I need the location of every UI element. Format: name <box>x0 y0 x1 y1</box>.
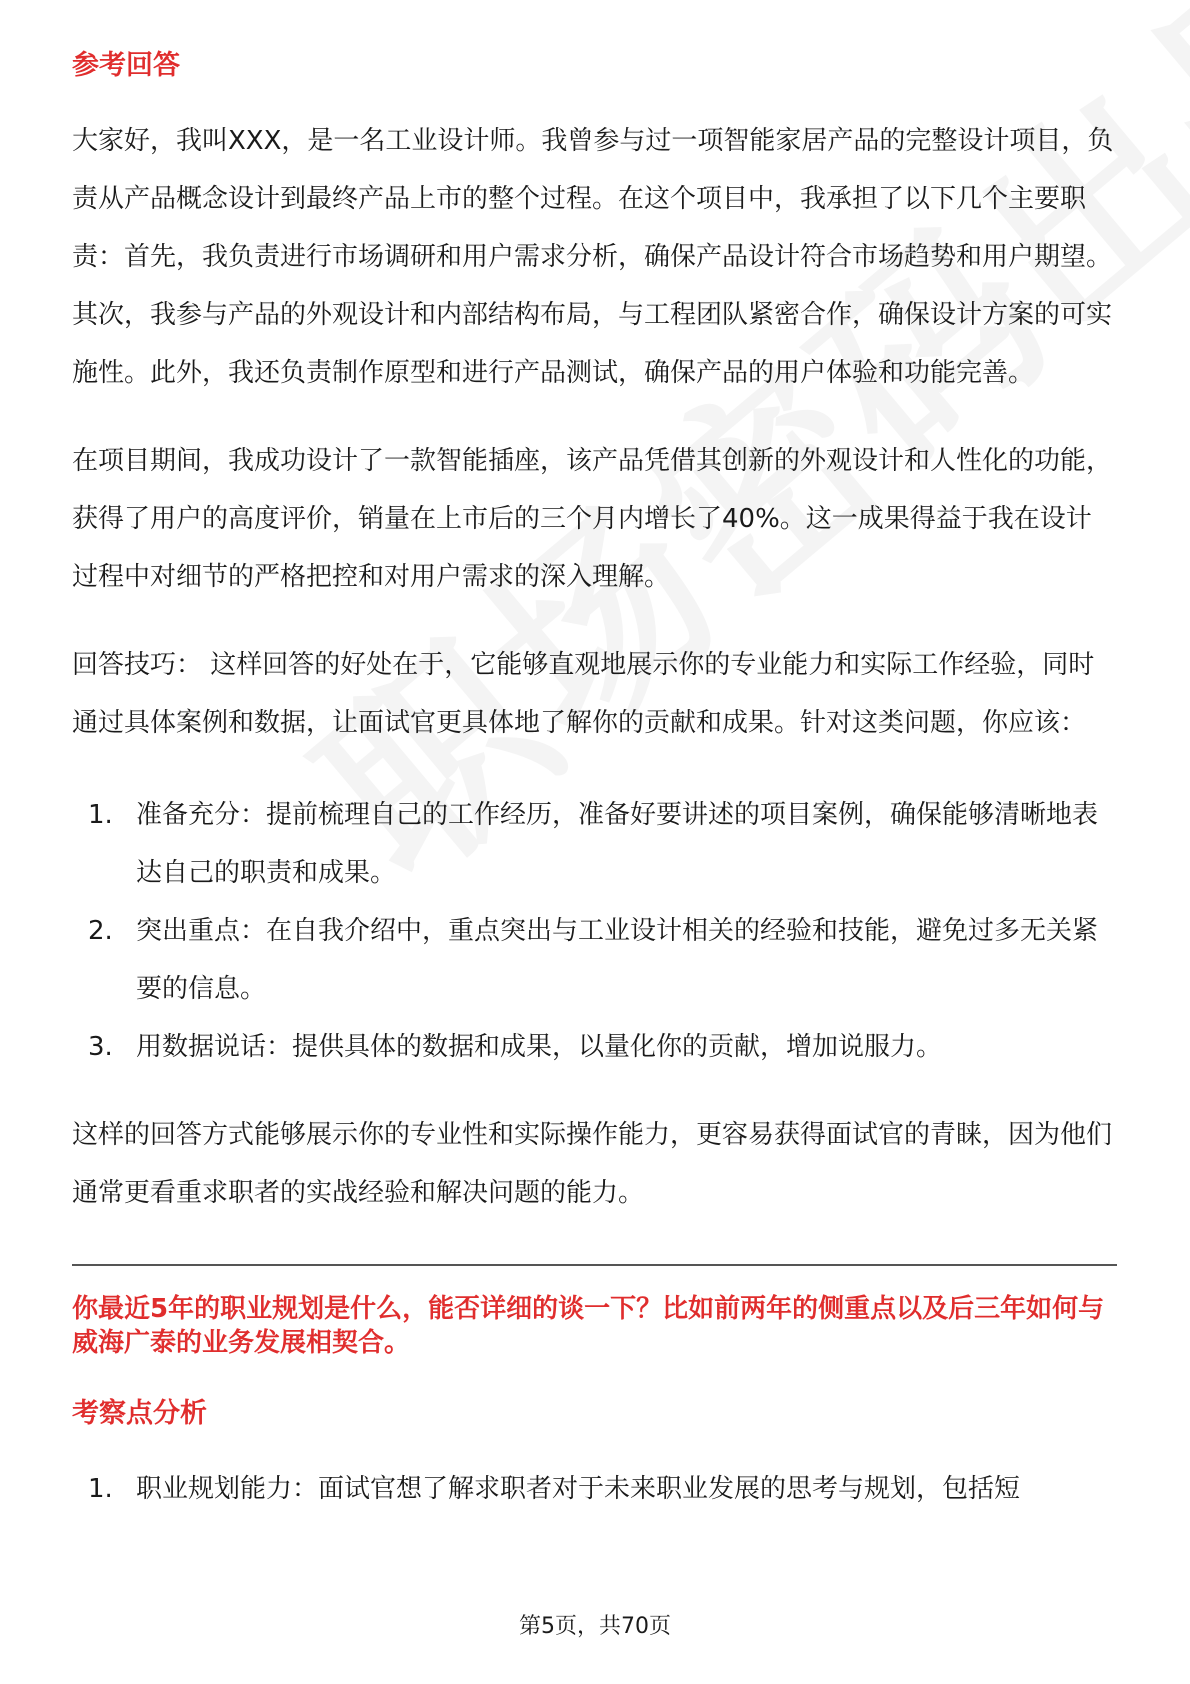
list-text: 职业规划能力：面试官想了解求职者对于未来职业发展的思考与规划，包括短 <box>136 1474 1021 1504</box>
list-text: 准备充分：提前梳理自己的工作经历，准备好要讲述的项目案例，确保能够清晰地表达自己的职责和成果。 <box>136 800 1099 888</box>
analysis-list <box>72 1460 1117 1518</box>
answer-heading: 参考回答 <box>72 50 180 81</box>
answer-paragraph-1: 大家好，我叫XXX，是一名工业设计师。我曾参与过一项智能家居产品的完整设计项目，负责从产品概念设计到最终产品上市的整个过程。在这个项目中，我承担了以下几个主要职责：首先，我负责进行市场调研和用户需求分析，确保产品设计符合市场趋势和用户期望。其次，我参与产品的外观设计和内部结构布局，与工程团队紧密合作，确保设计方案的可实施性。此外，我还负责制作原型和进行产品测试，确保产品的用户体验和功能完善。 <box>72 126 1114 388</box>
list-number: 1. <box>88 1474 113 1504</box>
answer-paragraph-2: 在项目期间，我成功设计了一款智能插座，该产品凭借其创新的外观设计和人性化的功能，获得了用户的高度评价，销量在上市后的三个月内增长了40%。这一成果得益于我在设计过程中对细节的严格把控和对用户需求的深入理解。 <box>72 446 1113 592</box>
list-item <box>72 1018 1117 1076</box>
list-item <box>72 786 1117 902</box>
interview-question: 你最近5年的职业规划是什么，能否详细的谈一下？比如前两年的侧重点以及后三年如何与威海广泰的业务发展相契合。 <box>72 1294 1105 1358</box>
list-number: 2. <box>88 916 113 946</box>
page-content <box>72 46 1117 1518</box>
list-text: 突出重点：在自我介绍中，重点突出与工业设计相关的经验和技能，避免过多无关紧要的信息。 <box>136 916 1099 1004</box>
list-text: 用数据说话：提供具体的数据和成果，以量化你的贡献，增加说服力。 <box>136 1032 943 1062</box>
tips-list <box>72 786 1117 1076</box>
list-number: 1. <box>88 800 113 830</box>
list-number: 3. <box>88 1032 113 1062</box>
list-item <box>72 1460 1117 1518</box>
closing-paragraph: 这样的回答方式能够展示你的专业性和实际操作能力，更容易获得面试官的青睐，因为他们通常更看重求职者的实战经验和解决问题的能力。 <box>72 1120 1113 1208</box>
section-divider <box>72 1264 1117 1266</box>
tips-intro: 回答技巧： 这样回答的好处在于，它能够直观地展示你的专业能力和实际工作经验，同时通过具体案例和数据，让面试官更具体地了解你的贡献和成果。针对这类问题，你应该： <box>72 650 1095 738</box>
page-number: 第5页，共70页 <box>519 1614 671 1639</box>
list-item <box>72 902 1117 1018</box>
analysis-heading: 考察点分析 <box>72 1398 207 1429</box>
